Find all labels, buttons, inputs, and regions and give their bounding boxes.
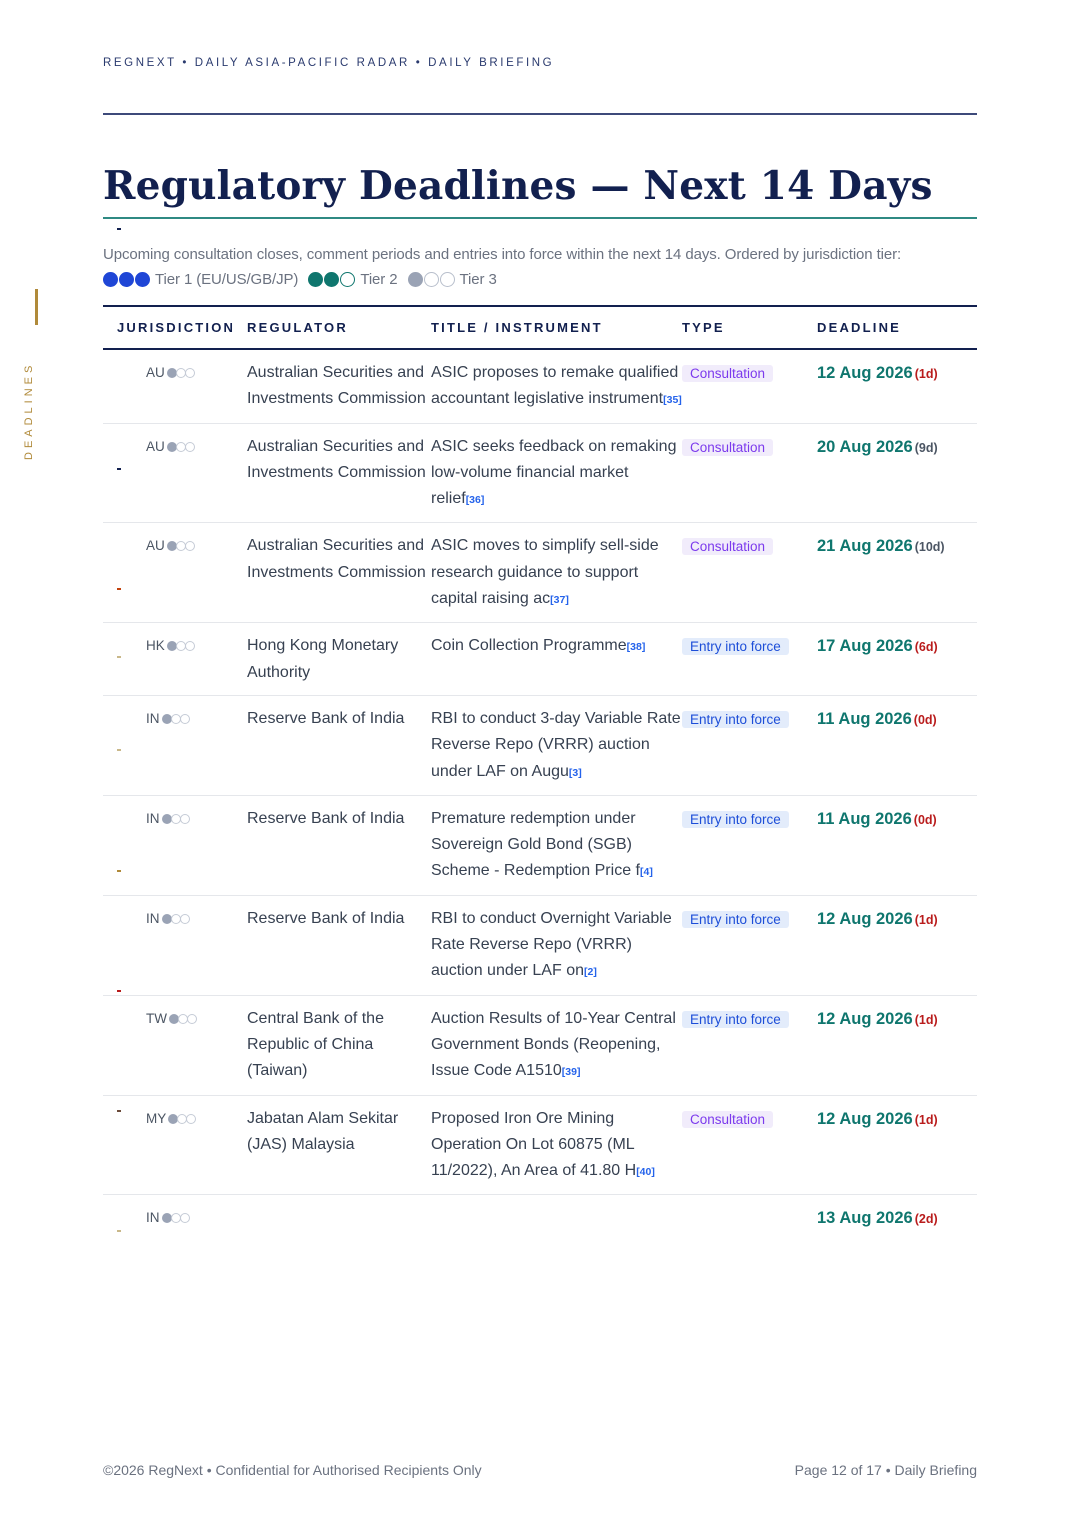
intro-text: Upcoming consultation closes, comment periods and entries into force within the next 14 days. Ordered by jurisdiction tier: (103, 246, 902, 263)
days-remaining: (1d) (914, 1012, 938, 1027)
type-cell (682, 795, 817, 895)
legend-label: Tier 1 (EU/US/GB/JP) (155, 271, 299, 288)
title-divider (103, 217, 977, 219)
instrument-cell (431, 895, 682, 995)
tier-dot-empty-icon (171, 1213, 181, 1223)
regulator-name: Reserve Bank of India (247, 809, 405, 827)
jurisdiction-tag (146, 533, 195, 559)
jurisdiction-cell (103, 423, 247, 523)
regulator-name: Hong Kong Monetary Authority (247, 637, 399, 681)
regulator-cell (247, 995, 431, 1095)
citation-link[interactable]: [36] (465, 494, 485, 507)
regulator-name: Jabatan Alam Sekitar (JAS) Malaysia (247, 1109, 399, 1153)
jurisdiction-tag (146, 1106, 196, 1132)
instrument-cell (431, 423, 682, 523)
days-remaining: (0d) (913, 712, 937, 727)
type-badge: Entry into force (682, 1011, 789, 1028)
table-row (103, 349, 977, 423)
days-remaining: (1d) (914, 912, 938, 927)
deadline-cell (817, 1095, 977, 1195)
instrument-title: RBI to conduct 3-day Variable Rate Reverse Repo (VRRR) auction under LAF on Augu (431, 709, 681, 780)
footer-page-number: Page 12 of 17 • Daily Briefing (794, 1462, 977, 1478)
type-badge: Consultation (682, 1111, 773, 1128)
intro-paragraph (103, 242, 983, 292)
jurisdiction-tag (146, 633, 195, 659)
instrument-title: ASIC proposes to remake qualified accountant legislative instrument (431, 364, 679, 408)
regulator-cell (247, 349, 431, 423)
jurisdiction-tag (146, 1205, 190, 1231)
deadline-date: 12 Aug 2026 (817, 1009, 913, 1028)
jurisdiction-code: AU (146, 438, 165, 454)
jurisdiction-cell (103, 995, 247, 1095)
row-marker (117, 870, 121, 872)
deadline-date: 12 Aug 2026 (817, 1109, 913, 1128)
deadline-date: 12 Aug 2026 (817, 364, 913, 382)
jurisdiction-tag (146, 906, 190, 932)
jurisdiction-cell (103, 895, 247, 995)
deadlines-table (103, 305, 977, 1242)
tier-dot-empty-icon (180, 1213, 190, 1223)
deadline-cell (817, 523, 977, 623)
citation-link[interactable]: [40] (636, 1166, 655, 1179)
table-row (103, 423, 977, 523)
jurisdiction-tag (146, 706, 190, 732)
jurisdiction-code: MY (146, 1110, 167, 1126)
tier-dot-empty-icon (185, 541, 195, 551)
regulator-cell (247, 895, 431, 995)
instrument-cell (431, 695, 682, 795)
row-marker (117, 348, 121, 350)
instrument-title: ASIC seeks feedback on remaking low-volume financial market relief (431, 437, 677, 508)
tier-dot-empty-icon (180, 914, 190, 924)
jurisdiction-code: AU (146, 538, 165, 554)
regulator-name: Australian Securities and Investments Commission (247, 537, 426, 581)
type-badge: Entry into force (682, 711, 789, 728)
type-cell (682, 423, 817, 523)
regulator-name: Reserve Bank of India (247, 909, 405, 927)
instrument-cell (431, 349, 682, 423)
deadline-date: 13 Aug 2026 (817, 1209, 913, 1228)
deadline-cell (817, 895, 977, 995)
table-row (103, 523, 977, 623)
tier-dot-icon (135, 272, 150, 287)
tier-dot-empty-icon (340, 272, 355, 287)
days-remaining: (6d) (914, 640, 938, 655)
side-section-label: DEADLINES (23, 361, 35, 460)
legend-tier-1 (103, 267, 298, 292)
jurisdiction-cell (103, 623, 247, 696)
type-cell (682, 1095, 817, 1195)
footer-copyright: ©2026 RegNext • Confidential for Authorised Recipients Only (103, 1462, 482, 1478)
jurisdiction-cell (103, 695, 247, 795)
jurisdiction-cell (103, 795, 247, 895)
deadline-cell (817, 349, 977, 423)
deadline-date: 21 Aug 2026 (817, 537, 913, 556)
legend-label: Tier 3 (459, 271, 497, 288)
table-row (103, 1095, 977, 1195)
tier-dot-empty-icon (180, 714, 190, 724)
side-accent-bar (35, 289, 38, 325)
jurisdiction-cell (103, 1195, 247, 1242)
tier-dot-empty-icon (185, 641, 195, 651)
instrument-title: Proposed Iron Ore Mining Operation On Lot 60875 (ML 11/2022), An Area of 41.80 H (431, 1109, 637, 1180)
deadline-date: 11 Aug 2026 (817, 809, 912, 828)
jurisdiction-tag (146, 806, 190, 832)
column-header-title: TITLE / INSTRUMENT (431, 306, 682, 349)
tier-dot-empty-icon (180, 814, 190, 824)
row-marker (117, 1230, 121, 1232)
jurisdiction-code: AU (146, 365, 165, 380)
type-cell (682, 1195, 817, 1242)
tier-dot-icon (119, 272, 134, 287)
instrument-cell (431, 1195, 682, 1242)
jurisdiction-tag (146, 360, 195, 386)
column-header-type: TYPE (682, 306, 817, 349)
jurisdiction-code: TW (146, 1010, 167, 1026)
regulator-cell (247, 1195, 431, 1242)
citation-link[interactable]: [39] (561, 1066, 581, 1079)
deadline-date: 11 Aug 2026 (817, 709, 912, 728)
citation-link[interactable]: [3] (568, 766, 582, 779)
tier-dot-icon (308, 272, 323, 287)
instrument-title: RBI to conduct Overnight Variable Rate Reverse Repo (VRRR) auction under LAF on (431, 909, 672, 980)
tier-dot-empty-icon (186, 1114, 196, 1124)
type-cell (682, 349, 817, 423)
regulator-name: Australian Securities and Investments Commission (247, 364, 426, 408)
deadline-cell (817, 623, 977, 696)
days-remaining: (1d) (914, 367, 938, 381)
header-breadcrumb: REGNEXT • DAILY ASIA-PACIFIC RADAR • DAILY BRIEFING (103, 57, 555, 69)
regulator-cell (247, 795, 431, 895)
jurisdiction-cell (103, 1095, 247, 1195)
legend-tier-2 (308, 267, 397, 292)
jurisdiction-code: IN (146, 1210, 160, 1226)
instrument-cell (431, 623, 682, 696)
legend-tier-3 (408, 267, 497, 292)
instrument-cell (431, 995, 682, 1095)
regulator-cell (247, 1095, 431, 1195)
title-tick-mark (117, 228, 121, 230)
tier-dot-empty-icon (185, 368, 195, 378)
deadline-date: 20 Aug 2026 (817, 437, 913, 456)
citation-link[interactable]: [38] (626, 641, 646, 654)
type-badge: Consultation (682, 538, 773, 555)
jurisdiction-tag (146, 1006, 197, 1032)
page-title: Regulatory Deadlines — Next 14 Days (103, 163, 933, 209)
instrument-cell (431, 1095, 682, 1195)
days-remaining: (10d) (914, 540, 945, 555)
row-marker (117, 588, 121, 590)
jurisdiction-cell (103, 349, 247, 423)
legend-label: Tier 2 (360, 271, 398, 288)
regulator-name: Central Bank of the Republic of China (Taiwan) (247, 1009, 384, 1080)
type-badge: Consultation (682, 439, 773, 456)
deadline-cell (817, 995, 977, 1095)
row-marker (117, 990, 121, 992)
days-remaining: (2d) (914, 1212, 938, 1227)
table-row (103, 895, 977, 995)
type-badge: Consultation (682, 365, 773, 382)
regulator-name: Australian Securities and Investments Commission (247, 437, 426, 481)
jurisdiction-code: HK (146, 638, 165, 654)
tier-dot-empty-icon (187, 1014, 197, 1024)
jurisdiction-tag (146, 434, 195, 460)
row-marker (117, 468, 121, 470)
tier-dot-empty-icon (185, 442, 195, 452)
tier-dot-empty-icon (424, 272, 439, 287)
tier-dot-icon (162, 1213, 172, 1223)
tier-dot-icon (408, 272, 423, 287)
table-header-row (103, 306, 977, 349)
column-header-jurisdiction: JURISDICTION (103, 306, 247, 349)
header-divider (103, 113, 977, 115)
type-badge: Entry into force (682, 638, 789, 655)
deadline-date: 12 Aug 2026 (817, 909, 913, 928)
deadline-cell (817, 423, 977, 523)
table-row (103, 995, 977, 1095)
citation-link[interactable]: [37] (550, 594, 569, 607)
column-header-deadline: DEADLINE (817, 306, 977, 349)
regulator-cell (247, 523, 431, 623)
table-row (103, 795, 977, 895)
citation-link[interactable]: [2] (584, 966, 597, 979)
citation-link[interactable]: [35] (663, 394, 682, 407)
type-badge: Entry into force (682, 811, 789, 828)
tier-dot-icon (103, 272, 118, 287)
instrument-title: Auction Results of 10-Year Central Government Bonds (Reopening, Issue Code A1510 (431, 1009, 676, 1080)
instrument-title: Coin Collection Programme (431, 637, 627, 655)
jurisdiction-code: IN (146, 910, 160, 926)
row-marker (117, 749, 121, 751)
type-cell (682, 695, 817, 795)
tier-legend (103, 267, 983, 292)
jurisdiction-code: IN (146, 810, 160, 826)
deadline-cell (817, 1195, 977, 1242)
type-cell (682, 895, 817, 995)
table-row (103, 623, 977, 696)
type-cell (682, 995, 817, 1095)
citation-link[interactable]: [4] (639, 866, 653, 879)
type-badge: Entry into force (682, 911, 789, 928)
instrument-title: ASIC moves to simplify sell-side research guidance to support capital raising ac (431, 537, 659, 608)
tier-dot-empty-icon (440, 272, 455, 287)
jurisdiction-code: IN (146, 710, 160, 726)
table-row (103, 695, 977, 795)
deadline-cell (817, 795, 977, 895)
instrument-cell (431, 523, 682, 623)
jurisdiction-cell (103, 523, 247, 623)
row-marker (117, 656, 121, 658)
regulator-cell (247, 623, 431, 696)
instrument-title: Premature redemption under Sovereign Gold Bond (SGB) Scheme - Redemption Price f (431, 809, 640, 880)
instrument-cell (431, 795, 682, 895)
row-marker (117, 1110, 121, 1112)
regulator-name: Reserve Bank of India (247, 709, 405, 727)
days-remaining: (9d) (914, 440, 938, 455)
column-header-regulator: REGULATOR (247, 306, 431, 349)
type-cell (682, 523, 817, 623)
regulator-cell (247, 423, 431, 523)
table-row (103, 1195, 977, 1242)
tier-dot-icon (324, 272, 339, 287)
type-cell (682, 623, 817, 696)
deadline-date: 17 Aug 2026 (817, 637, 913, 656)
days-remaining: (1d) (914, 1112, 938, 1127)
days-remaining: (0d) (913, 812, 937, 827)
deadline-cell (817, 695, 977, 795)
regulator-cell (247, 695, 431, 795)
